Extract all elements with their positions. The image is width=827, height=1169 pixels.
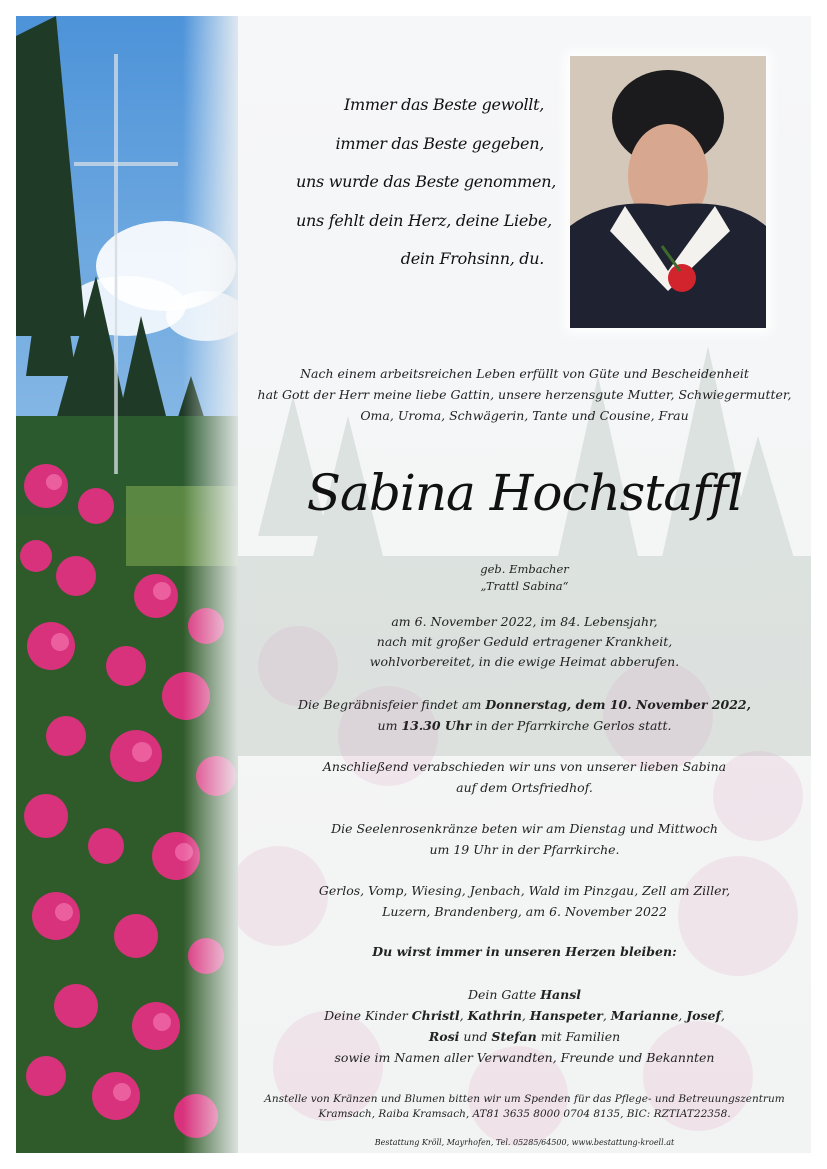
poem-line: Immer das Beste gewollt, <box>344 95 544 114</box>
child-name: Stefan <box>491 1029 537 1044</box>
relatives-line: sowie im Namen aller Verwandten, Freunde und Bekannten <box>334 1050 715 1065</box>
motto: Du wirst immer in unseren Herzen bleiben: <box>372 944 677 959</box>
donation-line: Kramsach, Raiba Kramsach, AT81 3635 8000 0704 8135, BIC: RZTIAT22358. <box>318 1108 731 1120</box>
cross-horizontal-beam <box>74 162 178 166</box>
funeral-pre: Die Begräbnisfeier findet am <box>298 697 486 712</box>
intro-line: hat Gott der Herr meine liebe Gattin, unsere herzensgute Mutter, Schwiegermutter, <box>257 387 792 402</box>
portrait-photo <box>570 56 766 328</box>
nickname: „Trattl Sabina“ <box>480 579 569 593</box>
and-word: und <box>459 1029 492 1044</box>
rosary-info <box>238 818 811 860</box>
memorial-poem <box>296 86 557 279</box>
obituary-card <box>16 16 811 1153</box>
funeral-home-footer: Bestattung Kröll, Mayrhofen, Tel. 05285/64500, www.bestattung-kroell.at <box>374 1138 675 1147</box>
alpine-landscape-photo <box>16 16 238 1153</box>
intro-line: Nach einem arbeitsreichen Leben erfüllt von Güte und Bescheidenheit <box>300 366 749 381</box>
kids-pre: Deine Kinder <box>324 1008 412 1023</box>
cross-vertical-beam <box>114 54 118 474</box>
rosary-line: um 19 Uhr in der Pfarrkirche. <box>429 842 620 857</box>
intro-text <box>238 363 811 426</box>
child-name: Rosi <box>428 1029 460 1044</box>
birth-name-block <box>238 561 811 595</box>
poem-line: dein Frohsinn, du. <box>400 249 544 268</box>
child-name: Marianne <box>610 1008 679 1023</box>
husband-name: Hansl <box>540 987 582 1002</box>
kids-post: mit Familien <box>536 1029 621 1044</box>
cemetery-line: auf dem Ortsfriedhof. <box>456 780 593 795</box>
deceased-name: Sabina Hochstaffl <box>306 464 743 522</box>
rosary-line: Die Seelenrosenkränze beten wir am Dienstag und Mittwoch <box>331 821 718 836</box>
child-name: Kathrin <box>467 1008 522 1023</box>
funeral-time: 13.30 Uhr <box>401 718 472 733</box>
death-line: am 6. November 2022, im 84. Lebensjahr, <box>391 614 658 629</box>
places-line: Luzern, Brandenberg, am 6. November 2022 <box>382 904 667 919</box>
birth-name: geb. Embacher <box>480 562 569 576</box>
cemetery-info <box>238 756 811 798</box>
funeral-date: Donnerstag, dem 10. November 2022, <box>485 697 751 712</box>
places-date <box>238 880 811 922</box>
poem-line: immer das Beste gegeben, <box>335 133 544 153</box>
funeral-place: in der Pfarrkirche Gerlos statt. <box>471 718 672 733</box>
funeral-info <box>238 694 811 736</box>
husband-pre: Dein Gatte <box>467 987 541 1002</box>
death-line: wohlvorbereitet, in die ewige Heimat abberufen. <box>369 654 680 669</box>
intro-line: Oma, Uroma, Schwägerin, Tante und Cousine, Frau <box>360 408 689 423</box>
funeral-pre2: um <box>377 718 402 733</box>
death-announcement <box>238 612 811 672</box>
donation-line: Anstelle von Kränzen und Blumen bitten wir um Spenden für das Pflege- und Betreuungszentrum <box>264 1093 785 1105</box>
child-name: Hanspeter <box>529 1008 603 1023</box>
cemetery-line: Anschließend verabschieden wir uns von unserer lieben Sabina <box>322 759 727 774</box>
child-name: Josef <box>686 1008 721 1023</box>
donation-request <box>238 1092 811 1122</box>
places-line: Gerlos, Vomp, Wiesing, Jenbach, Wald im Pinzgau, Zell am Ziller, <box>318 883 731 898</box>
child-name: Christl <box>411 1008 460 1023</box>
death-line: nach mit großer Geduld ertragener Krankheit, <box>376 634 673 649</box>
poem-line: uns fehlt dein Herz, deine Liebe, <box>296 210 552 230</box>
family-signatures: Dein Gatte Hansl Deine Kinder Christl, Kathrin, Hanspeter, Marianne, Josef, Rosi und Stefan mit Familien sowie im Namen aller Verwandten, Freunde und Bekannten <box>238 984 811 1068</box>
poem-line: uns wurde das Beste genommen, <box>296 172 557 191</box>
